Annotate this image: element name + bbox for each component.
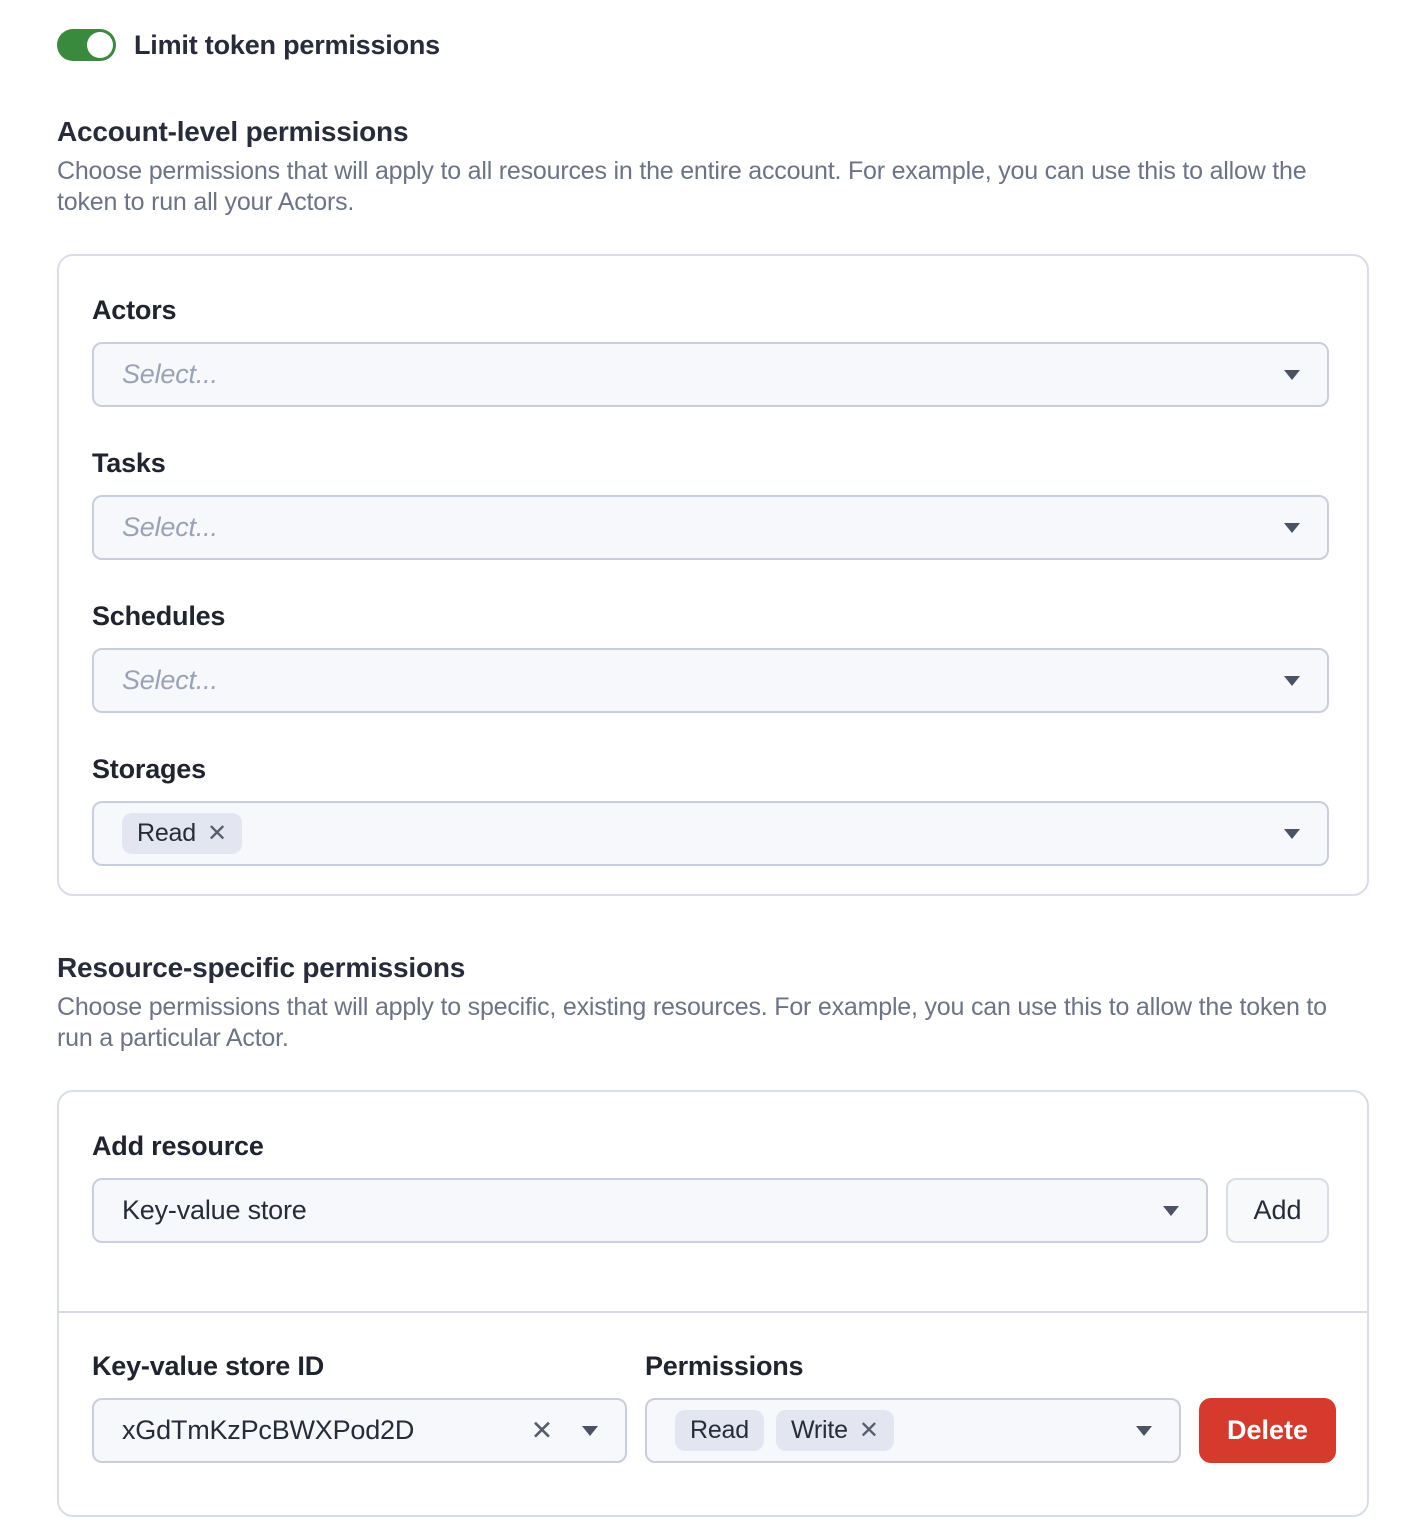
actors-label: Actors [92, 295, 177, 325]
account-permissions-title: Account-level permissions [57, 116, 409, 147]
schedules-field [92, 602, 1329, 713]
limit-token-permissions-toggle[interactable] [57, 29, 116, 61]
resource-entry-row [92, 1352, 1329, 1463]
key-value-store-id-value: xGdTmKzPcBWXPod2D [122, 1415, 415, 1445]
schedules-select[interactable] [92, 648, 1329, 713]
tasks-label: Tasks [92, 448, 166, 478]
chip-label: Write [790, 1416, 848, 1444]
key-value-store-id-select[interactable] [92, 1398, 627, 1463]
resource-entry-section [59, 1313, 1367, 1515]
add-resource-section [59, 1092, 1367, 1313]
chevron-down-icon [1284, 676, 1300, 686]
permissions-select[interactable] [645, 1398, 1181, 1463]
clear-selection-icon[interactable]: ✕ [530, 1415, 553, 1445]
chevron-down-icon [1284, 829, 1300, 839]
add-button[interactable]: Add [1226, 1178, 1329, 1243]
resource-permissions-card [57, 1090, 1369, 1517]
limit-token-permissions-row [57, 29, 1369, 61]
key-value-store-id-column [92, 1352, 627, 1463]
chevron-down-icon [1284, 523, 1300, 533]
tasks-placeholder: Select... [122, 512, 218, 542]
account-permissions-card [57, 254, 1369, 896]
key-value-store-id-label: Key-value store ID [92, 1351, 324, 1381]
add-resource-label: Add resource [92, 1131, 264, 1161]
storages-select[interactable] [92, 801, 1329, 866]
permissions-label: Permissions [645, 1351, 804, 1381]
storages-label: Storages [92, 754, 206, 784]
permissions-read-chip [675, 1410, 764, 1451]
account-permissions-description: Choose permissions that will apply to all resources in the entire account. For example, you can use this to allow the token to run all your Actors. [57, 157, 1307, 216]
schedules-placeholder: Select... [122, 665, 218, 695]
storages-read-chip [122, 813, 242, 854]
remove-chip-icon[interactable]: ✕ [858, 1416, 879, 1444]
resource-permissions-description: Choose permissions that will apply to specific, existing resources. For example, you can use this to allow the token to run a particular Actor. [57, 993, 1327, 1052]
chip-label: Read [690, 1416, 749, 1444]
add-resource-row [92, 1178, 1329, 1243]
actors-field [92, 296, 1329, 407]
chevron-down-icon [1136, 1426, 1152, 1436]
schedules-label: Schedules [92, 601, 226, 631]
actors-placeholder: Select... [122, 359, 218, 389]
toggle-knob [87, 32, 113, 58]
tasks-field [92, 449, 1329, 560]
permissions-column [645, 1352, 1181, 1463]
resource-type-value: Key-value store [122, 1195, 307, 1225]
delete-button[interactable]: Delete [1199, 1398, 1336, 1463]
chevron-down-icon [1163, 1206, 1179, 1216]
chevron-down-icon [1284, 370, 1300, 380]
chevron-down-icon [582, 1426, 598, 1436]
permissions-write-chip [776, 1410, 894, 1451]
resource-permissions-title: Resource-specific permissions [57, 952, 466, 983]
remove-chip-icon[interactable]: ✕ [206, 819, 227, 847]
toggle-label: Limit token permissions [134, 29, 440, 60]
resource-type-select[interactable] [92, 1178, 1208, 1243]
tasks-select[interactable] [92, 495, 1329, 560]
actors-select[interactable] [92, 342, 1329, 407]
chip-label: Read [137, 819, 196, 847]
storages-field [92, 755, 1329, 866]
